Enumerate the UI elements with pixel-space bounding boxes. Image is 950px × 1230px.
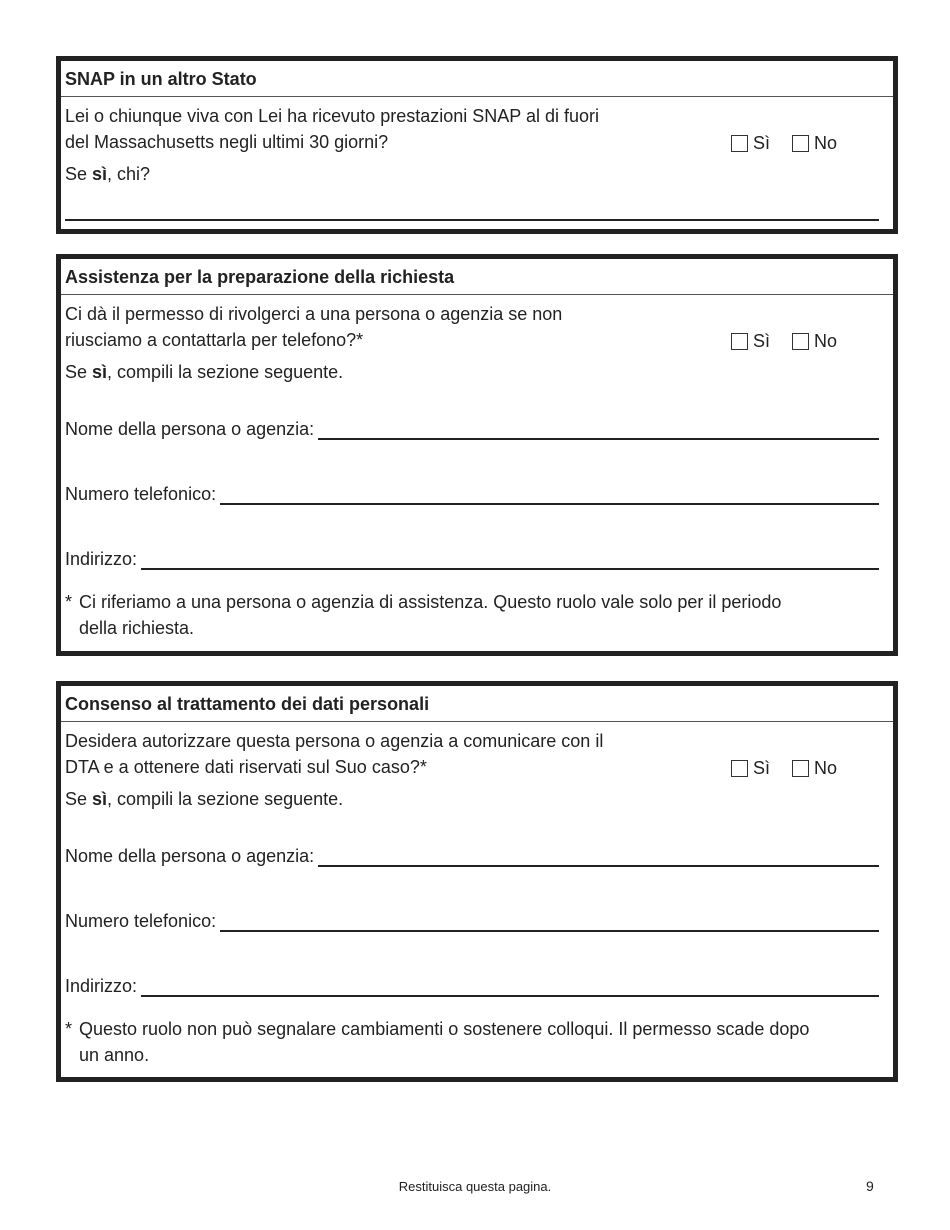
yes-checkbox[interactable] bbox=[731, 135, 748, 152]
address-label: Indirizzo: bbox=[65, 976, 138, 996]
footnote bbox=[65, 589, 885, 641]
page-number: 9 bbox=[866, 1178, 874, 1194]
no-label: No bbox=[814, 133, 838, 153]
section-snap-other-state bbox=[56, 56, 898, 234]
no-label: No bbox=[814, 758, 838, 778]
yes-no-group bbox=[731, 758, 859, 779]
footnote bbox=[65, 1016, 885, 1068]
yes-label: Sì bbox=[753, 133, 771, 153]
name-input-line[interactable] bbox=[318, 420, 879, 440]
section-application-assistance bbox=[56, 254, 898, 656]
phone-field bbox=[65, 484, 879, 505]
no-checkbox[interactable] bbox=[792, 760, 809, 777]
question-line-1: Ci dà il permesso di rivolgerci a una persona o agenzia se non bbox=[65, 304, 563, 324]
yes-no-group bbox=[731, 133, 859, 154]
yes-label: Sì bbox=[753, 758, 771, 778]
no-option bbox=[792, 331, 837, 352]
no-checkbox[interactable] bbox=[792, 333, 809, 350]
footnote-text: Ci riferiamo a una persona o agenzia di assistenza. Questo ruolo vale solo per il periodo della richiesta. bbox=[79, 592, 782, 638]
name-label: Nome della persona o agenzia: bbox=[65, 419, 315, 439]
no-option bbox=[792, 133, 837, 154]
footnote-star: * bbox=[65, 1019, 73, 1039]
followup-text: Se sì, compili la sezione seguente. bbox=[65, 362, 344, 382]
footnote-star: * bbox=[65, 592, 73, 612]
section-title: Assistenza per la preparazione della richiesta bbox=[61, 259, 893, 295]
yes-checkbox[interactable] bbox=[731, 760, 748, 777]
section-title: Consenso al trattamento dei dati personali bbox=[61, 686, 893, 722]
phone-label: Numero telefonico: bbox=[65, 911, 217, 931]
address-input-line[interactable] bbox=[141, 550, 879, 570]
footer-return-page: Restituisca questa pagina. bbox=[398, 1179, 552, 1194]
no-label: No bbox=[814, 331, 838, 351]
no-checkbox[interactable] bbox=[792, 135, 809, 152]
question-line-2: del Massachusetts negli ultimi 30 giorni? bbox=[65, 132, 389, 152]
followup-text: Se sì, chi? bbox=[65, 164, 151, 184]
no-option bbox=[792, 758, 837, 779]
yes-checkbox[interactable] bbox=[731, 333, 748, 350]
phone-input-line[interactable] bbox=[220, 912, 879, 932]
who-answer-line[interactable] bbox=[65, 219, 879, 221]
question-line-1: Lei o chiunque viva con Lei ha ricevuto prestazioni SNAP al di fuori bbox=[65, 106, 599, 126]
phone-input-line[interactable] bbox=[220, 485, 879, 505]
address-field bbox=[65, 976, 879, 997]
phone-label: Numero telefonico: bbox=[65, 484, 217, 504]
yes-option bbox=[731, 133, 770, 154]
yes-no-group bbox=[731, 331, 859, 352]
section-data-consent bbox=[56, 681, 898, 1082]
followup-text: Se sì, compili la sezione seguente. bbox=[65, 789, 344, 809]
address-field bbox=[65, 549, 879, 570]
question-line-1: Desidera autorizzare questa persona o agenzia a comunicare con il bbox=[65, 731, 604, 751]
question-line-2: DTA e a ottenere dati riservati sul Suo caso?* bbox=[65, 757, 427, 777]
name-label: Nome della persona o agenzia: bbox=[65, 846, 315, 866]
yes-option bbox=[731, 758, 770, 779]
name-field bbox=[65, 419, 879, 440]
address-input-line[interactable] bbox=[141, 977, 879, 997]
name-field bbox=[65, 846, 879, 867]
phone-field bbox=[65, 911, 879, 932]
yes-label: Sì bbox=[753, 331, 771, 351]
question-line-2: riusciamo a contattarla per telefono?* bbox=[65, 330, 364, 350]
name-input-line[interactable] bbox=[318, 847, 879, 867]
footnote-text: Questo ruolo non può segnalare cambiamenti o sostenere colloqui. Il permesso scade dopo un anno. bbox=[79, 1019, 810, 1065]
yes-option bbox=[731, 331, 770, 352]
address-label: Indirizzo: bbox=[65, 549, 138, 569]
section-title: SNAP in un altro Stato bbox=[61, 61, 893, 97]
